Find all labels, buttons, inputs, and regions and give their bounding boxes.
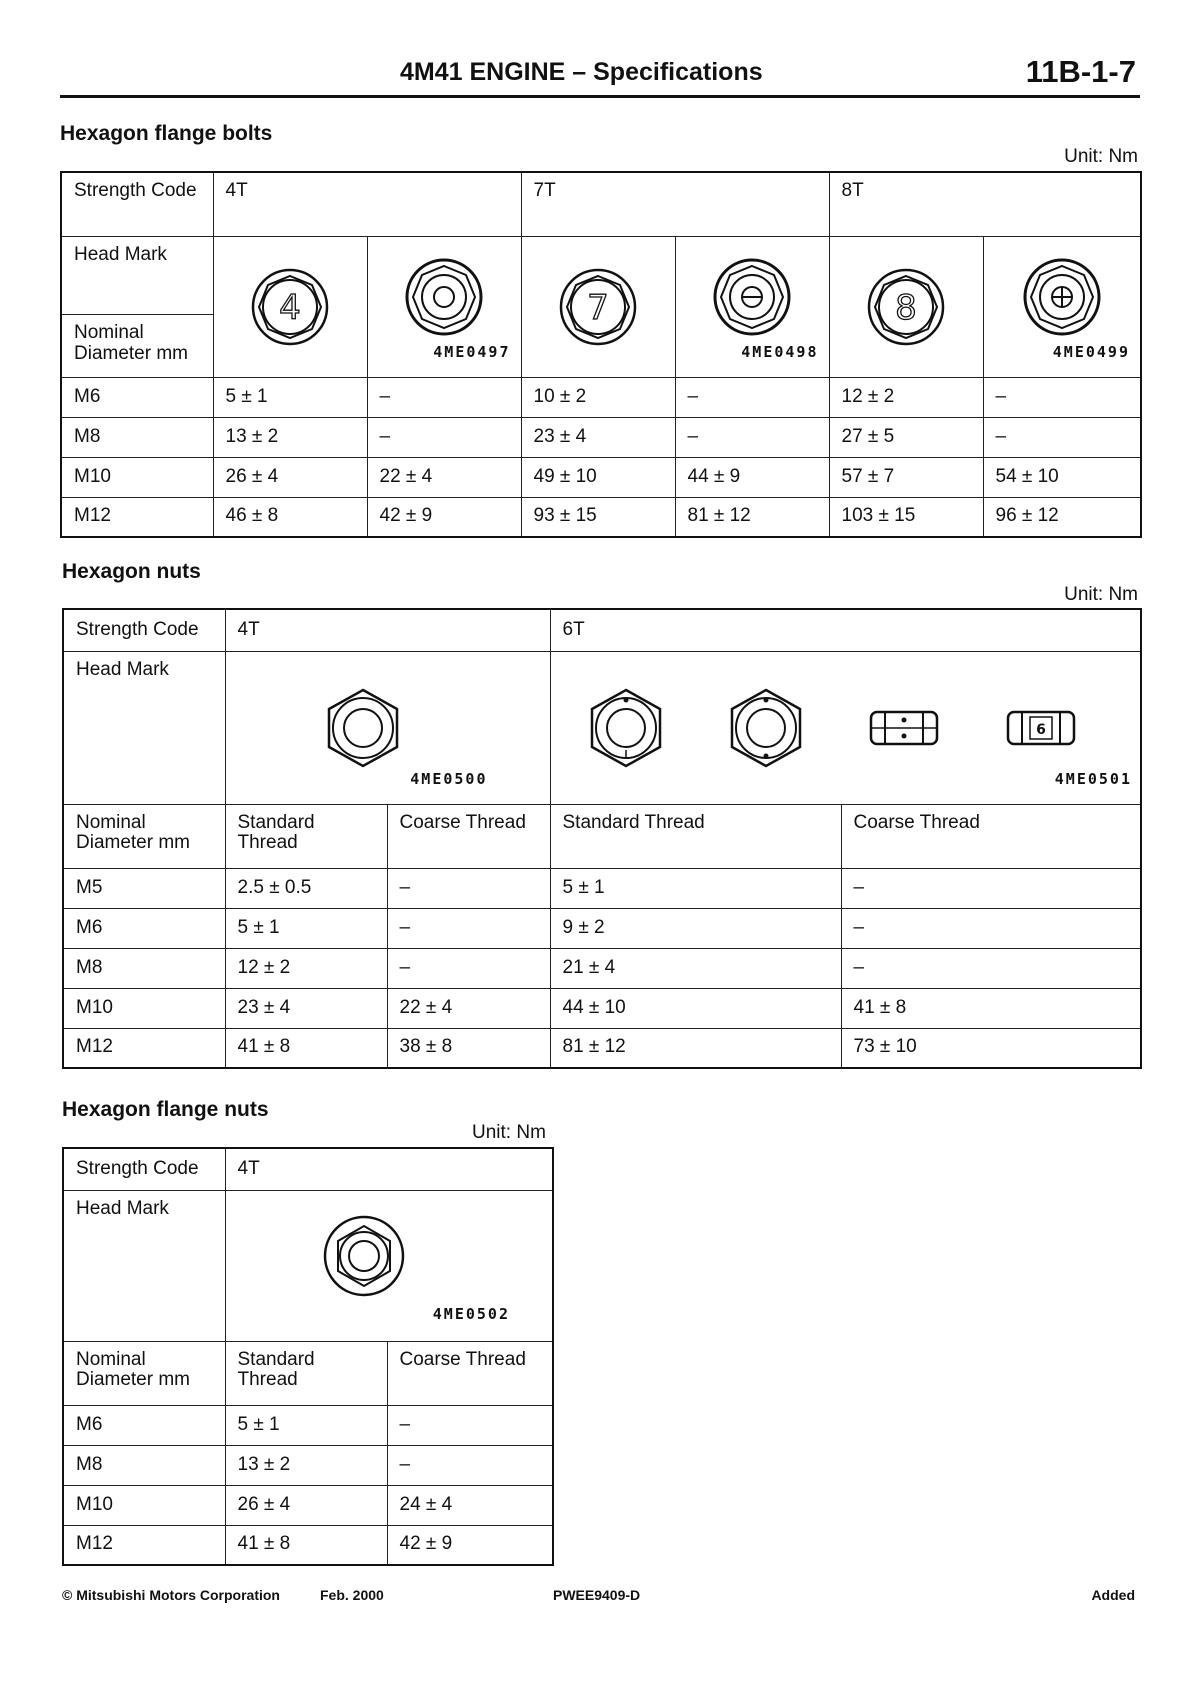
torque-cell: 103 ± 15	[829, 497, 983, 537]
table-row	[63, 948, 1141, 988]
nuts-nominal-label: Nominal Diameter mm	[63, 804, 225, 868]
torque-cell: 13 ± 2	[225, 1445, 387, 1485]
torque-cell: –	[841, 948, 1141, 988]
torque-cell: 42 ± 9	[367, 497, 521, 537]
flange-nuts-section-title: Hexagon flange nuts	[62, 1098, 269, 1121]
nut-4t-mark-icon	[325, 686, 401, 770]
bolt-7t-mark-icon	[558, 267, 638, 347]
nut-6t-numeral: 6	[1036, 721, 1047, 738]
nuts-code-4t: 4T	[225, 609, 550, 651]
row-diameter: M8	[63, 1445, 225, 1485]
torque-cell: 44 ± 9	[675, 457, 829, 497]
row-diameter: M8	[63, 948, 225, 988]
nuts-headmark-label: Head Mark	[63, 651, 225, 804]
torque-cell: 12 ± 2	[225, 948, 387, 988]
nuts-strength-label: Strength Code	[63, 609, 225, 651]
svg-text:4: 4	[279, 287, 301, 328]
bolt-7t-line-mark-icon	[712, 257, 792, 337]
table-row	[63, 1028, 1141, 1068]
torque-cell: –	[841, 908, 1141, 948]
flange-nuts-headmark-label: Head Mark	[63, 1190, 225, 1341]
torque-cell: 93 ± 15	[521, 497, 675, 537]
torque-cell: 81 ± 12	[550, 1028, 841, 1068]
row-diameter: M12	[61, 497, 213, 537]
bolt-4t-dimple-mark-icon	[404, 257, 484, 337]
torque-cell: 12 ± 2	[829, 377, 983, 417]
torque-cell: 9 ± 2	[550, 908, 841, 948]
flange-nuts-table	[62, 1147, 554, 1566]
torque-cell: 22 ± 4	[387, 988, 550, 1028]
row-diameter: M12	[63, 1028, 225, 1068]
torque-cell: –	[367, 417, 521, 457]
bolts-code-7t: 7T	[521, 172, 829, 236]
torque-cell: 41 ± 8	[225, 1028, 387, 1068]
torque-cell: 57 ± 7	[829, 457, 983, 497]
row-diameter: M6	[63, 908, 225, 948]
torque-cell: 23 ± 4	[521, 417, 675, 457]
torque-cell: 21 ± 4	[550, 948, 841, 988]
flange-nut-4t-mark-icon	[322, 1214, 406, 1298]
bolts-table	[60, 171, 1142, 538]
torque-cell: 5 ± 1	[213, 377, 367, 417]
row-diameter: M8	[61, 417, 213, 457]
header-rule	[60, 95, 1140, 98]
torque-cell: –	[675, 377, 829, 417]
torque-cell: 38 ± 8	[387, 1028, 550, 1068]
torque-cell: 5 ± 1	[225, 1405, 387, 1445]
torque-cell: 22 ± 4	[367, 457, 521, 497]
row-diameter: M6	[63, 1405, 225, 1445]
bolts-strength-label: Strength Code	[61, 172, 213, 236]
row-diameter: M6	[61, 377, 213, 417]
torque-cell: 5 ± 1	[550, 868, 841, 908]
footer-doc-number: PWEE9409-D	[553, 1587, 641, 1603]
table-row	[63, 1525, 553, 1565]
table-row	[63, 988, 1141, 1028]
nut-figure-code: 4ME0500	[410, 770, 488, 788]
page-title: 4M41 ENGINE – Specifications	[400, 58, 763, 86]
flange-nuts-code-4t: 4T	[225, 1148, 553, 1190]
torque-cell: 24 ± 4	[387, 1485, 553, 1525]
torque-cell: 5 ± 1	[225, 908, 387, 948]
flange-nut-figure-code: 4ME0502	[432, 1305, 510, 1323]
table-row	[61, 497, 1141, 537]
torque-cell: 41 ± 8	[225, 1525, 387, 1565]
bolt-8t-mark-icon	[866, 267, 946, 347]
torque-cell: 23 ± 4	[225, 988, 387, 1028]
torque-cell: 2.5 ± 0.5	[225, 868, 387, 908]
bolt-figure-code: 4ME0499	[1052, 343, 1130, 361]
torque-cell: 49 ± 10	[521, 457, 675, 497]
torque-cell: –	[983, 377, 1141, 417]
nuts-thread-header: Standard Thread	[550, 804, 841, 868]
nuts-thread-header: Coarse Thread	[841, 804, 1141, 868]
bolt-figure-code: 4ME0498	[741, 343, 819, 361]
torque-cell: 10 ± 2	[521, 377, 675, 417]
table-row	[63, 1445, 553, 1485]
row-diameter: M12	[63, 1525, 225, 1565]
torque-cell: 13 ± 2	[213, 417, 367, 457]
nut-6t-two-dot-mark-icon	[728, 686, 804, 770]
torque-cell: 46 ± 8	[213, 497, 367, 537]
nuts-section-title: Hexagon nuts	[62, 560, 201, 583]
svg-text:7: 7	[587, 287, 609, 328]
nut-figure-code: 4ME0501	[1054, 770, 1132, 788]
torque-cell: –	[387, 908, 550, 948]
row-diameter: M10	[61, 457, 213, 497]
flange-nuts-nominal-label: Nominal Diameter mm	[63, 1341, 225, 1405]
nuts-code-6t: 6T	[550, 609, 1141, 651]
bolts-nominal-label: Nominal Diameter mm	[61, 315, 213, 377]
row-diameter: M5	[63, 868, 225, 908]
table-row	[61, 417, 1141, 457]
nuts-unit: Unit: Nm	[1064, 584, 1138, 605]
bolts-code-4t: 4T	[213, 172, 521, 236]
flange-nuts-thread-header: Standard Thread	[225, 1341, 387, 1405]
bolts-unit: Unit: Nm	[1064, 146, 1138, 167]
nut-6t-numeral-mark-icon	[1004, 708, 1078, 748]
bolts-headmark-label: Head Mark	[61, 236, 213, 315]
torque-cell: 44 ± 10	[550, 988, 841, 1028]
flange-nuts-thread-header: Coarse Thread	[387, 1341, 553, 1405]
torque-cell: 54 ± 10	[983, 457, 1141, 497]
table-row	[63, 868, 1141, 908]
torque-cell: 81 ± 12	[675, 497, 829, 537]
bolt-4t-mark-icon	[250, 267, 330, 347]
torque-cell: 41 ± 8	[841, 988, 1141, 1028]
nuts-table	[62, 608, 1142, 1069]
table-row	[61, 457, 1141, 497]
torque-cell: 26 ± 4	[225, 1485, 387, 1525]
nuts-thread-header: Coarse Thread	[387, 804, 550, 868]
torque-cell: –	[983, 417, 1141, 457]
flange-nuts-strength-label: Strength Code	[63, 1148, 225, 1190]
table-row	[63, 908, 1141, 948]
bolts-section-title: Hexagon flange bolts	[60, 122, 273, 145]
bolt-figure-code: 4ME0497	[433, 343, 511, 361]
table-row	[63, 1485, 553, 1525]
torque-cell: –	[841, 868, 1141, 908]
footer-date: Feb. 2000	[320, 1587, 384, 1603]
svg-text:8: 8	[895, 287, 917, 328]
torque-cell: 96 ± 12	[983, 497, 1141, 537]
bolts-code-8t: 8T	[829, 172, 1141, 236]
row-diameter: M10	[63, 1485, 225, 1525]
torque-cell: –	[387, 868, 550, 908]
torque-cell: 73 ± 10	[841, 1028, 1141, 1068]
page-number: 11B-1-7	[1025, 54, 1136, 89]
nuts-thread-header: Standard Thread	[225, 804, 387, 868]
nut-6t-side-dot-mark-icon	[867, 708, 941, 748]
flange-nuts-unit: Unit: Nm	[472, 1122, 546, 1143]
footer-note: Added	[1091, 1587, 1135, 1603]
row-diameter: M10	[63, 988, 225, 1028]
torque-cell: –	[367, 377, 521, 417]
table-row	[63, 1405, 553, 1445]
torque-cell: –	[387, 1445, 553, 1485]
torque-cell: 26 ± 4	[213, 457, 367, 497]
torque-cell: 27 ± 5	[829, 417, 983, 457]
footer-copyright: © Mitsubishi Motors Corporation	[62, 1587, 280, 1603]
torque-cell: 42 ± 9	[387, 1525, 553, 1565]
torque-cell: –	[387, 1405, 553, 1445]
torque-cell: –	[675, 417, 829, 457]
table-row	[61, 377, 1141, 417]
bolt-8t-cross-mark-icon	[1022, 257, 1102, 337]
torque-cell: –	[387, 948, 550, 988]
nut-6t-dot-mark-icon	[588, 686, 664, 770]
